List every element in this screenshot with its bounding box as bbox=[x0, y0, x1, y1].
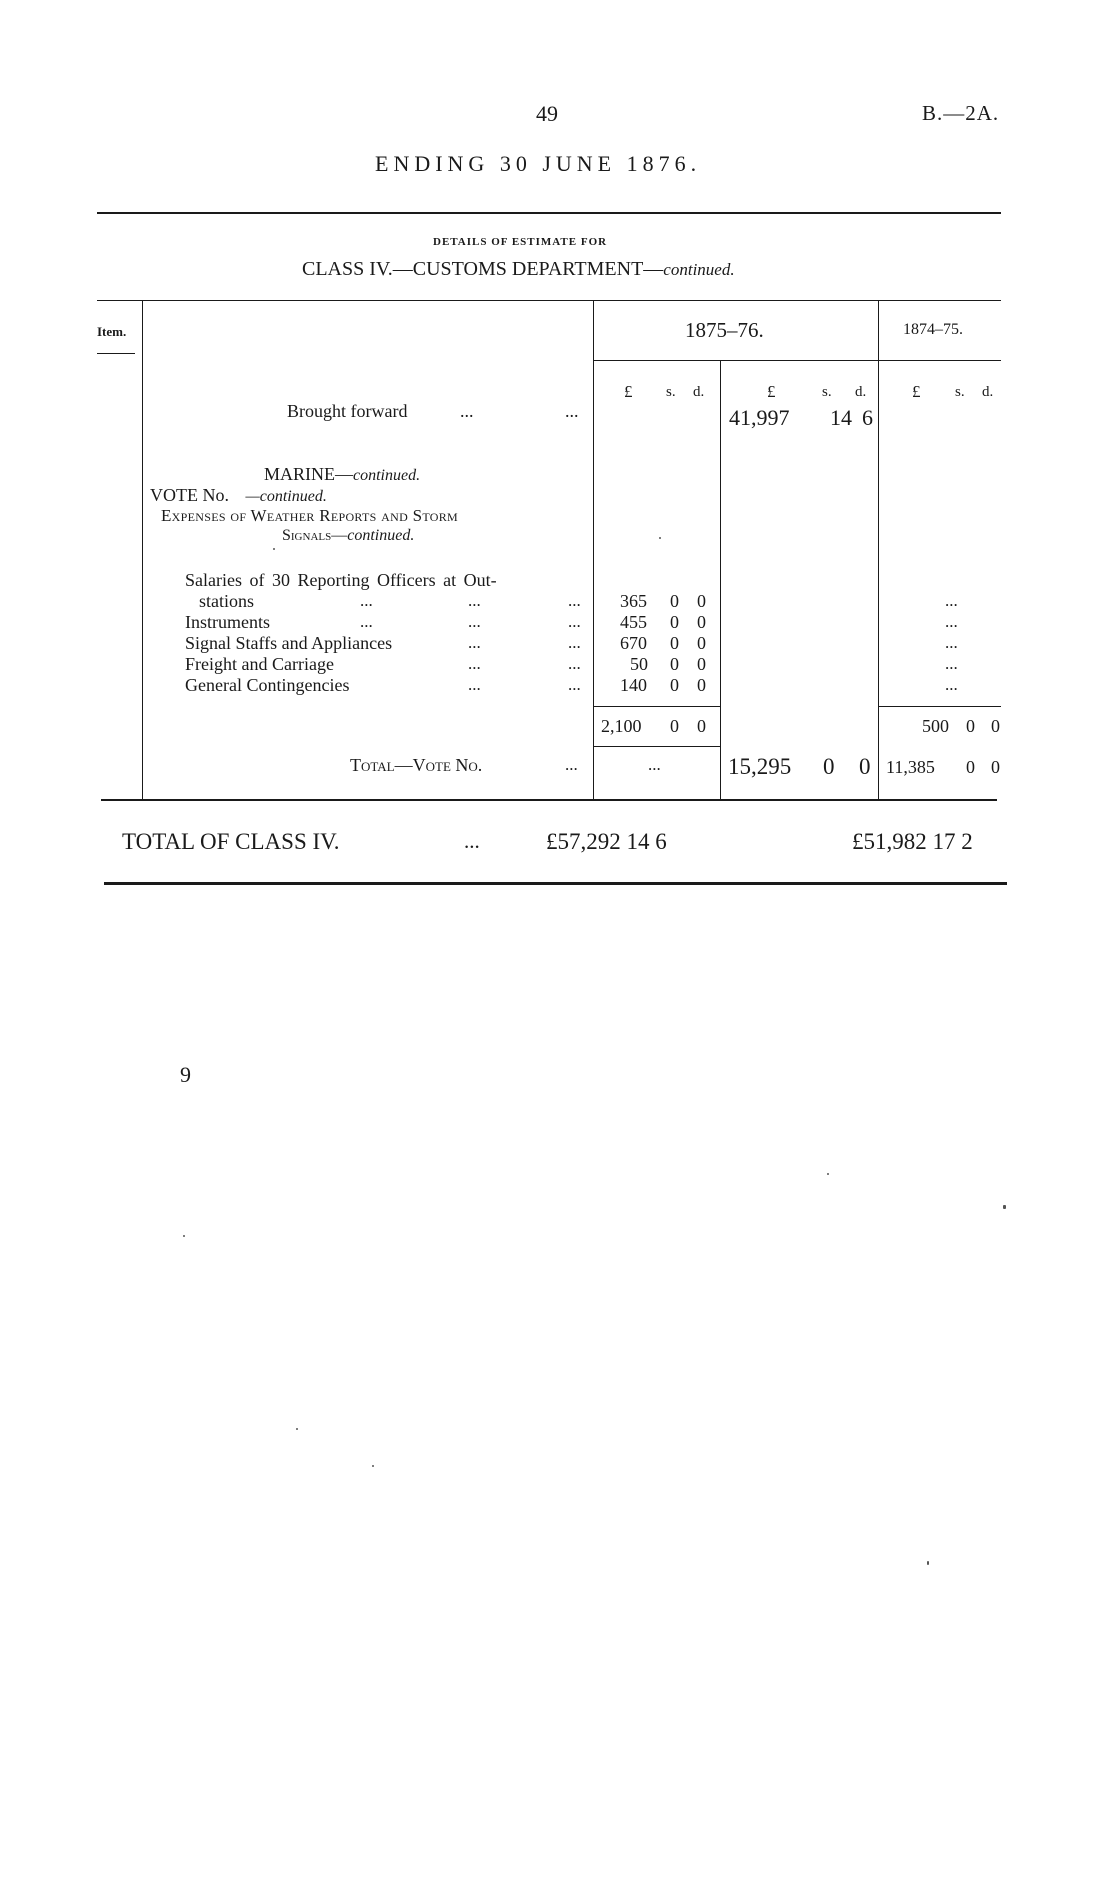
document-reference: B.—2A. bbox=[922, 101, 1000, 125]
scan-speck bbox=[659, 537, 661, 539]
prev-subtotal-pence: 0 bbox=[991, 716, 1000, 736]
class-total-leader: ... bbox=[464, 829, 480, 853]
year-1874-rule bbox=[879, 360, 1001, 361]
total-vote-detail: ... bbox=[648, 755, 661, 774]
item-shillings: 0 bbox=[670, 612, 679, 632]
class-total-label: TOTAL OF CLASS IV. bbox=[122, 829, 340, 854]
scan-speck bbox=[296, 1428, 298, 1430]
signals-heading-main: Signals— bbox=[282, 527, 348, 544]
scan-speck bbox=[1003, 1205, 1006, 1209]
detail-pound-header: £ bbox=[624, 382, 633, 401]
table-rule-top bbox=[97, 300, 1001, 301]
item-pounds: 140 bbox=[620, 675, 647, 695]
item-leader: ... bbox=[468, 654, 481, 673]
item-pence: 0 bbox=[697, 654, 706, 674]
subtotal-shillings: 0 bbox=[670, 716, 679, 736]
total-vote-pence: 0 bbox=[859, 754, 871, 779]
item-prev-amount: ... bbox=[945, 675, 958, 694]
item-pence: 0 bbox=[697, 633, 706, 653]
rule-top bbox=[97, 212, 1001, 214]
total-vote-prev-pounds: 11,385 bbox=[886, 757, 935, 777]
class-total-rule bbox=[104, 882, 1007, 885]
total-pound-header: £ bbox=[767, 382, 776, 401]
signals-heading bbox=[282, 527, 414, 545]
total-vote-prev-pence: 0 bbox=[991, 757, 1000, 777]
item-leader: ... bbox=[468, 633, 481, 652]
item-column-rule bbox=[142, 300, 143, 799]
brought-forward-pence: 6 bbox=[862, 405, 873, 430]
scan-speck bbox=[273, 548, 275, 550]
item-header: Item. bbox=[97, 324, 127, 339]
prev-subtotal-shillings: 0 bbox=[966, 716, 975, 736]
scan-speck bbox=[372, 1465, 374, 1467]
total-shilling-header: s. bbox=[822, 384, 832, 400]
vote-heading-italic: —continued. bbox=[245, 488, 327, 505]
item-leader: ... bbox=[568, 654, 581, 673]
item-pounds: 455 bbox=[620, 612, 647, 632]
prev-pence-header: d. bbox=[982, 384, 994, 400]
year-current-header: 1875–76. bbox=[685, 318, 764, 342]
detail-shilling-header: s. bbox=[666, 384, 676, 400]
page-subtitle: ENDING 30 JUNE 1876. bbox=[375, 151, 702, 176]
item-leader: ... bbox=[568, 633, 581, 652]
total-pence-header: d. bbox=[855, 384, 867, 400]
brought-forward-pounds: 41,997 bbox=[729, 405, 790, 430]
brought-forward-shillings: 14 bbox=[830, 405, 852, 430]
item-label: General Contingencies bbox=[185, 675, 350, 695]
marine-heading bbox=[264, 464, 420, 485]
scan-speck bbox=[827, 1173, 829, 1175]
prev-column-rule bbox=[878, 300, 879, 799]
year-previous-header: 1874–75. bbox=[903, 321, 963, 338]
item-leader: ... bbox=[468, 591, 481, 610]
signature-number: 9 bbox=[180, 1062, 191, 1087]
detail-subtotal-rule bbox=[594, 706, 720, 707]
item-label: Instruments bbox=[185, 612, 270, 632]
prev-subtotal-rule bbox=[879, 706, 1001, 707]
marine-heading-main: MARINE— bbox=[264, 464, 353, 484]
estimate-heading: DETAILS OF ESTIMATE FOR bbox=[433, 236, 608, 248]
item-label: Signal Staffs and Appliances bbox=[185, 633, 393, 653]
item-label: Salaries of 30 Reporting Officers at Out- bbox=[185, 570, 497, 590]
brought-forward-label: Brought forward bbox=[287, 401, 408, 421]
detail-pence-header: d. bbox=[693, 384, 705, 400]
brought-forward-leader: ... bbox=[460, 401, 474, 421]
year-1875-rule bbox=[594, 360, 878, 361]
item-prev-amount: ... bbox=[945, 591, 958, 610]
total-vote-shillings: 0 bbox=[823, 754, 835, 779]
item-shillings: 0 bbox=[670, 633, 679, 653]
item-leader: ... bbox=[568, 591, 581, 610]
item-prev-amount: ... bbox=[945, 633, 958, 652]
expenses-heading: Expenses of Weather Reports and Storm bbox=[161, 506, 459, 525]
scan-speck bbox=[927, 1561, 929, 1565]
item-pounds: 365 bbox=[620, 591, 647, 611]
prev-shilling-header: s. bbox=[955, 384, 965, 400]
total-vote-prev-shillings: 0 bbox=[966, 757, 975, 777]
item-pounds: 50 bbox=[630, 654, 648, 674]
item-prev-amount: ... bbox=[945, 612, 958, 631]
page-number: 49 bbox=[536, 101, 558, 126]
class-heading-italic: continued. bbox=[663, 260, 735, 279]
item-leader: ... bbox=[468, 675, 481, 694]
total-vote-rule-upper bbox=[594, 746, 720, 747]
total-column-rule bbox=[720, 360, 721, 799]
item-shillings: 0 bbox=[670, 675, 679, 695]
item-pence: 0 bbox=[697, 591, 706, 611]
vote-heading bbox=[150, 485, 327, 506]
total-vote-leader: ... bbox=[565, 755, 578, 774]
vote-heading-main: VOTE No. bbox=[150, 485, 229, 505]
item-pounds: 670 bbox=[620, 633, 647, 653]
item-shillings: 0 bbox=[670, 591, 679, 611]
prev-subtotal-pounds: 500 bbox=[922, 716, 949, 736]
item-pence: 0 bbox=[697, 612, 706, 632]
class-total-current: £57,292 14 6 bbox=[546, 829, 667, 854]
item-pence: 0 bbox=[697, 675, 706, 695]
marine-heading-italic: continued. bbox=[353, 467, 421, 484]
item-leader: ... bbox=[568, 612, 581, 631]
prev-pound-header: £ bbox=[912, 382, 921, 401]
item-leader: ... bbox=[360, 591, 373, 610]
class-heading bbox=[302, 258, 735, 281]
scan-speck bbox=[183, 1235, 185, 1237]
signals-heading-italic: continued. bbox=[347, 527, 415, 544]
item-label-continued: stations bbox=[199, 591, 255, 611]
class-heading-main: CLASS IV.—CUSTOMS DEPARTMENT— bbox=[302, 258, 664, 280]
detail-column-rule bbox=[593, 300, 594, 799]
brought-forward-leader: ... bbox=[565, 401, 579, 421]
item-shillings: 0 bbox=[670, 654, 679, 674]
item-prev-amount: ... bbox=[945, 654, 958, 673]
subtotal-pence: 0 bbox=[697, 716, 706, 736]
item-label: Freight and Carriage bbox=[185, 654, 334, 674]
total-vote-label: Total—Vote No. bbox=[350, 755, 483, 775]
subtotal-pounds: 2,100 bbox=[601, 716, 642, 736]
item-leader: ... bbox=[468, 612, 481, 631]
item-header-rule bbox=[97, 353, 135, 354]
item-leader: ... bbox=[568, 675, 581, 694]
class-total-previous: £51,982 17 2 bbox=[852, 829, 973, 854]
total-vote-pounds: 15,295 bbox=[728, 754, 792, 779]
item-leader: ... bbox=[360, 612, 373, 631]
table-rule-bottom bbox=[101, 799, 997, 801]
